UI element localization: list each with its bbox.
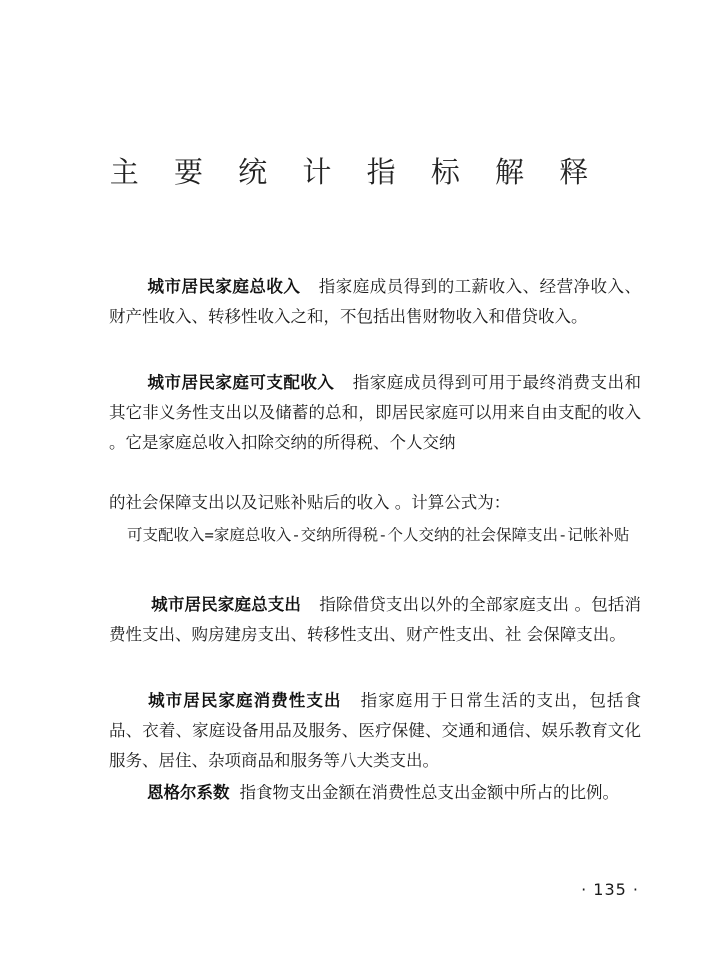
formula-text: 可支配收入=家庭总收入-交纳所得税-个人交纳的社会保障支出-记帐补贴 <box>127 526 630 544</box>
entry-engel-coefficient <box>109 778 641 808</box>
term-definition: 指家庭成员得到可用于最终消费支出和其它非义务性支出以及储蓄的总和，即居民家庭可以用来自由支配的收入 。它是家庭总收入扣除交纳的所得税、个人交纳 <box>109 373 642 452</box>
term-label: 城市居民家庭总支出 <box>151 595 302 614</box>
term-label: 城市居民家庭可支配收入 <box>147 373 335 392</box>
term-definition: 指家庭用于日常生活的支出，包括食品、衣着、家庭设备用品及服务、医疗保健、交通和通信、娱乐教育文化服务、居住、杂项商品和服务等八大类支出。 <box>109 691 642 770</box>
entry-consumption-expenditure <box>109 686 641 776</box>
term-label: 恩格尔系数 <box>147 783 230 802</box>
formula <box>109 520 641 550</box>
term-definition: 指食物支出金额在消费性总支出金额中所占的比例。 <box>239 783 619 802</box>
page-title: 主 要 统 计 指 标 解 释 <box>109 155 602 189</box>
entry-disposable-income <box>109 368 641 458</box>
page-number: · 135 · <box>581 880 639 899</box>
entry-total-income <box>109 272 641 332</box>
entry-disposable-income-cont <box>109 488 641 518</box>
term-label: 城市居民家庭总收入 <box>147 277 301 296</box>
term-definition-continued: 的社会保障支出以及记账补贴后的收入 。计算公式为： <box>109 493 511 512</box>
term-label: 城市居民家庭消费性支出 <box>147 691 342 710</box>
term-definition: 指家庭成员得到的工薪收入、经营净收入、财产性收入、转移性收入之和，不包括出售财物收入和借贷收入。 <box>109 277 642 326</box>
entry-total-expenditure <box>109 590 641 650</box>
term-definition: 指除借贷支出以外的全部家庭支出 。包括消费性支出、购房建房支出、转移性支出、财产性支出、社 会保障支出。 <box>109 595 642 644</box>
